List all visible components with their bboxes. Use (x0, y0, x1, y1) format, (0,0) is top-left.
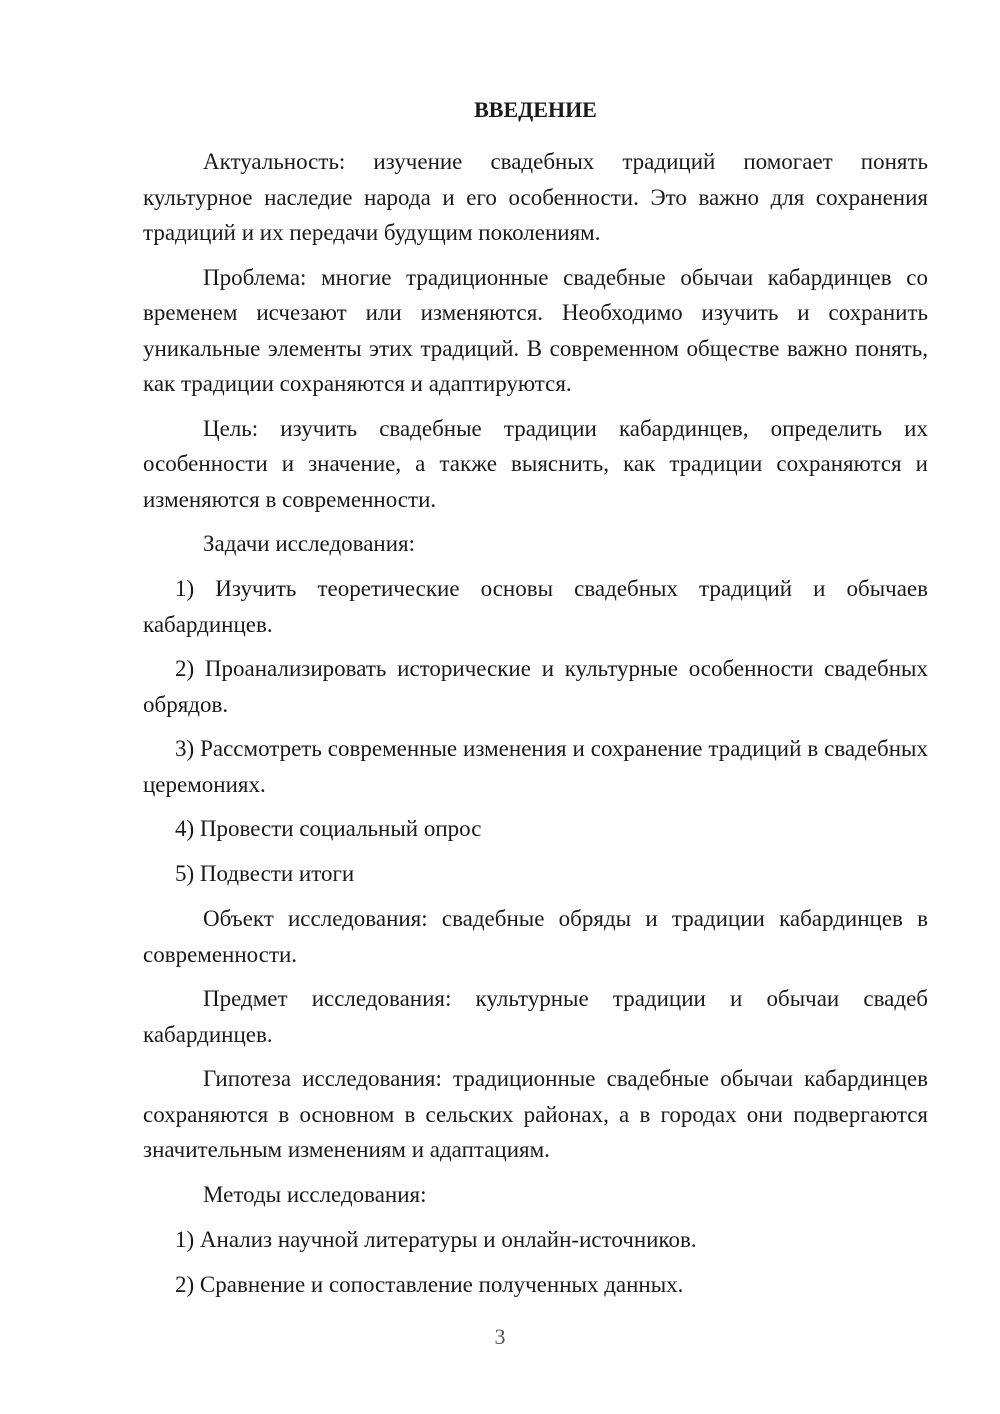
paragraph-relevance: Актуальность: изучение свадебных традиций помогает понять культурное наследие народа и его особенности. Это важно для сохранения традиций и их передачи будущим поколениям. (143, 149, 928, 245)
page-number: 3 (494, 1324, 506, 1349)
method-item-2: 2) Сравнение и сопоставление полученных данных. (175, 1271, 684, 1297)
task-item-1: 1) Изучить теоретические основы свадебных традиций и обычаев кабардинцев. (143, 576, 928, 637)
paragraph-hypothesis: Гипотеза исследования: традиционные свадебные обычаи кабардинцев сохраняются в основном в сельских районах, а в городах они подвергаются значительным изменениям и адаптациям. (143, 1066, 928, 1162)
document-page (143, 92, 928, 1312)
section-title: ВВЕДЕНИЕ (474, 97, 597, 122)
paragraph-goal: Цель: изучить свадебные традиции кабардинцев, определить их особенности и значение, а также выяснить, как традиции сохраняются и изменяются в современности. (143, 415, 928, 512)
task-item-5: 5) Подвести итоги (175, 861, 355, 886)
tasks-heading: Задачи исследования: (203, 531, 416, 556)
paragraph-problem: Проблема: многие традиционные свадебные обычаи кабардинцев со временем исчезают или изменяются. Необходимо изучить и сохранить уникальные элементы этих традиций. В современном обществе важно понять, как традиции сохраняются и адаптируются. (143, 264, 928, 396)
paragraph-subject: Предмет исследования: культурные традиции и обычаи свадеб кабардинцев. (143, 986, 928, 1047)
task-item-3: 3) Рассмотреть современные изменения и сохранение традиций в свадебных церемониях. (143, 736, 928, 797)
task-item-4: 4) Провести социальный опрос (175, 816, 482, 841)
method-item-1: 1) Анализ научной литературы и онлайн-источников. (175, 1226, 697, 1252)
task-item-2: 2) Проанализировать исторические и культурные особенности свадебных обрядов. (143, 656, 928, 717)
paragraph-object: Объект исследования: свадебные обряды и традиции кабардинцев в современности. (143, 906, 928, 967)
methods-heading: Методы исследования: (203, 1181, 427, 1207)
